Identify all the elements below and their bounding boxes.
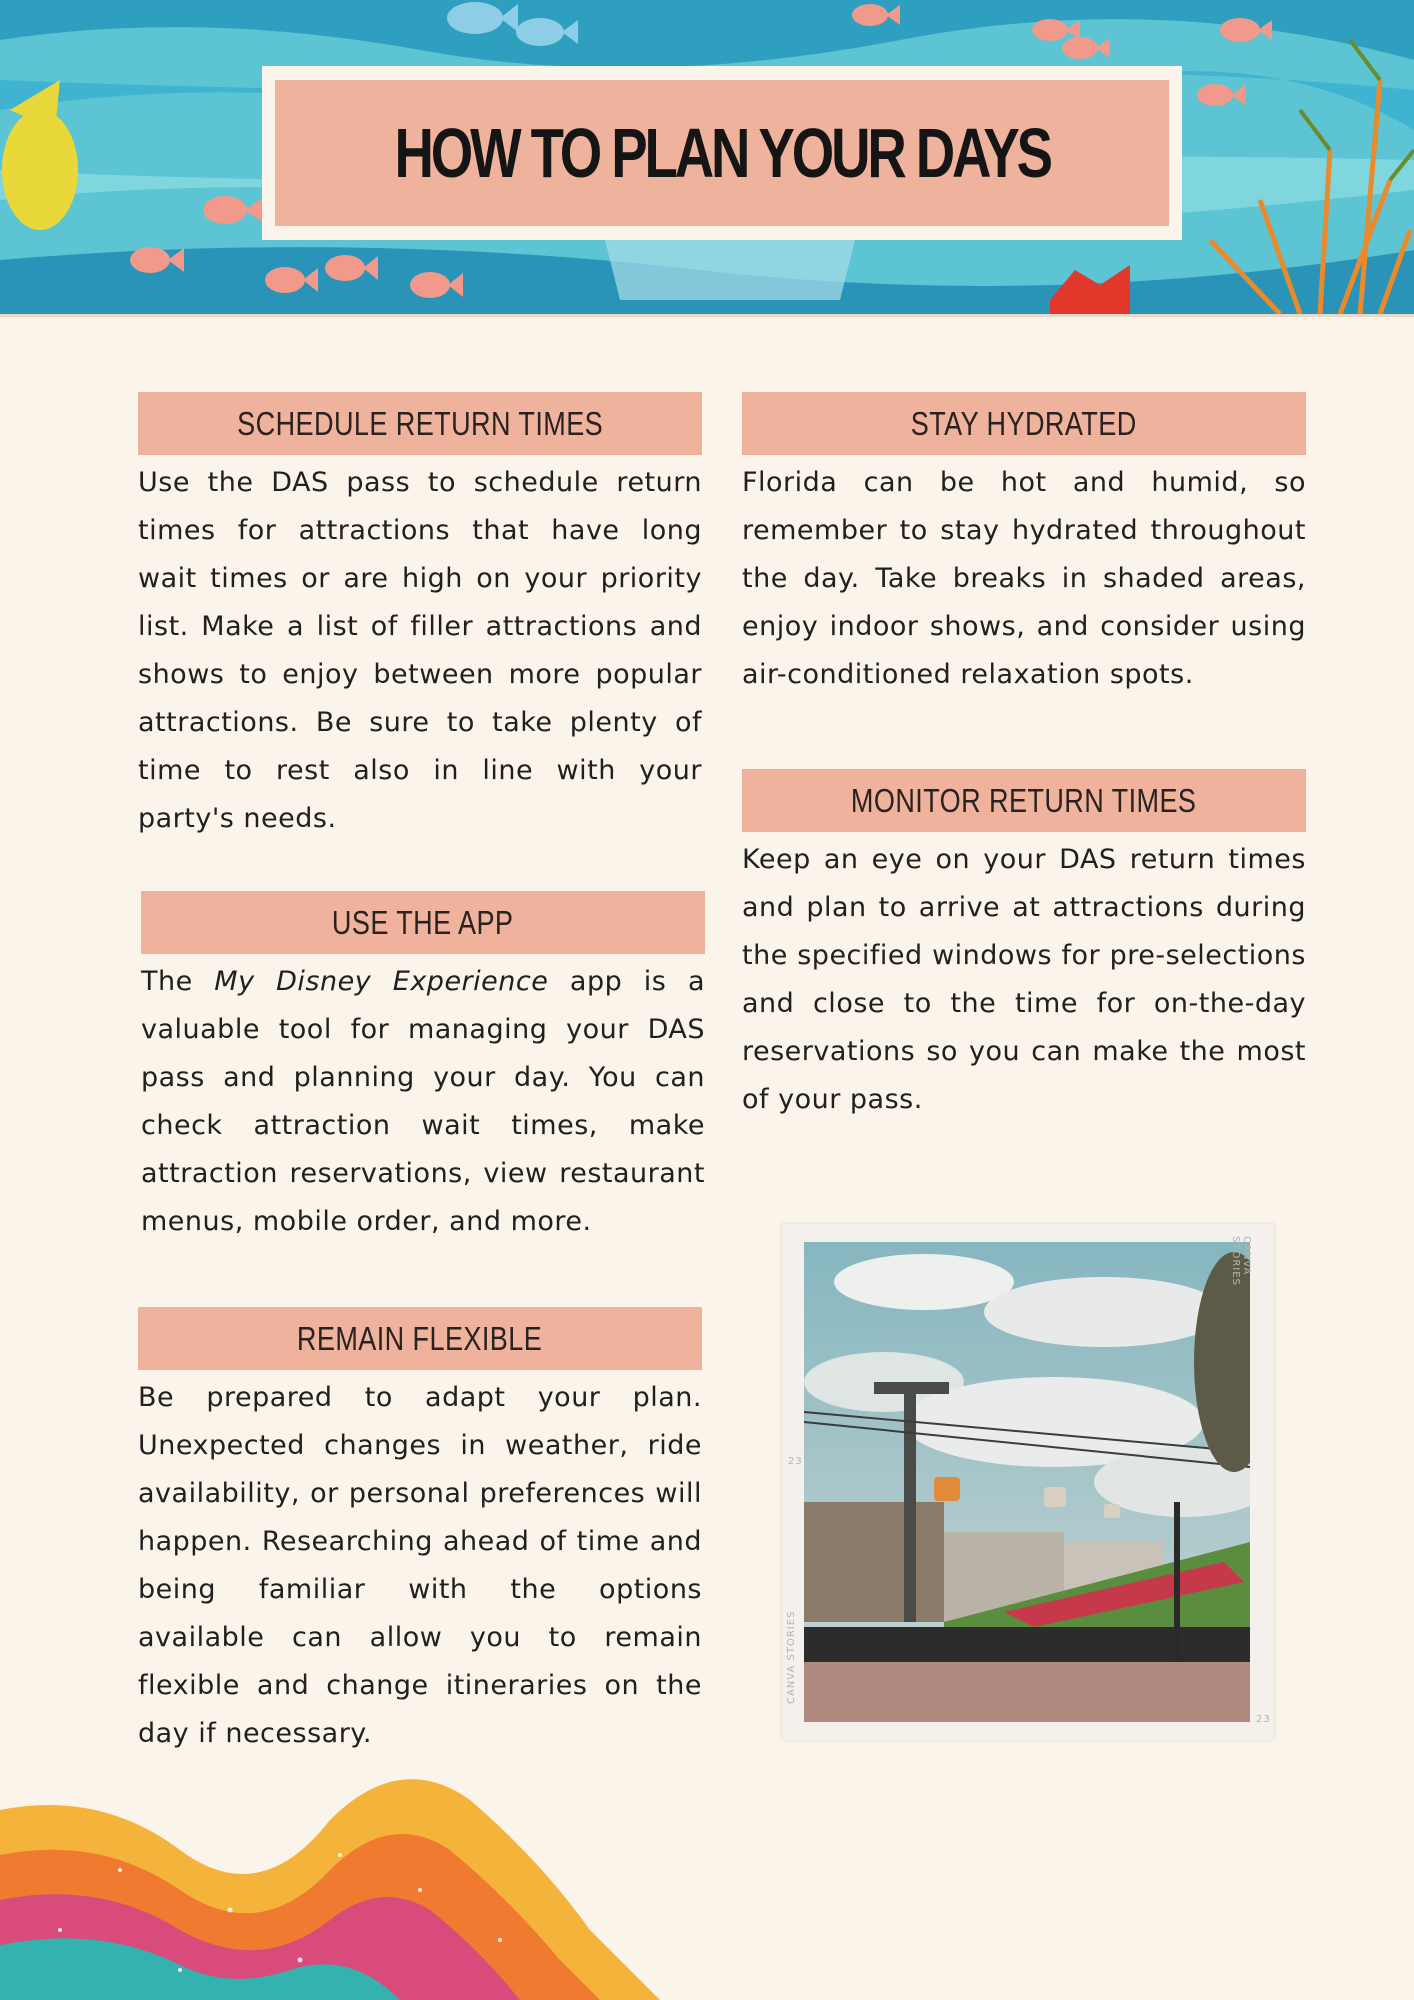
section-heading: STAY HYDRATED bbox=[911, 404, 1137, 442]
section-use-the-app bbox=[141, 891, 705, 1246]
section-body bbox=[141, 954, 705, 1246]
section-heading-bar bbox=[742, 392, 1306, 455]
page-title: HOW TO PLAN YOUR DAYS bbox=[394, 114, 1050, 192]
section-body: Be prepared to adapt your plan. Unexpected changes in weather, ride availability, or personal preferences will happen. Researching ahead of time and being familiar with the options available can allow you to remain flexible and change itineraries on the day if necessary. bbox=[138, 1382, 702, 1749]
photo-frame-mark: CANVA STORIES bbox=[786, 1610, 797, 1704]
body-text-start: The bbox=[141, 966, 215, 997]
body-text-end: app is a valuable tool for managing your DAS pass and planning your day. You can check attraction wait times, make attraction reservations, view restaurant menus, mobile order, and more. bbox=[141, 966, 705, 1237]
header-banner bbox=[0, 0, 1414, 317]
section-body: Florida can be hot and humid, so remember to stay hydrated throughout the day. Take breaks in shaded areas, enjoy indoor shows, and consider using air-conditioned relaxation spots. bbox=[742, 467, 1306, 690]
section-monitor-return-times bbox=[742, 769, 1306, 1124]
app-name-emphasis: My Disney Experience bbox=[214, 966, 549, 997]
section-heading-bar bbox=[138, 1307, 702, 1370]
section-heading: REMAIN FLEXIBLE bbox=[297, 1319, 543, 1357]
photo-frame-mark: CANVA STORIES bbox=[1230, 1236, 1252, 1286]
photo-frame-number: 23 bbox=[1256, 1714, 1271, 1725]
title-box bbox=[275, 80, 1169, 226]
photo-frame bbox=[782, 1224, 1274, 1740]
section-heading: USE THE APP bbox=[332, 903, 514, 941]
rainbow-wave-decoration bbox=[0, 1760, 700, 2000]
section-heading-bar bbox=[138, 392, 702, 455]
section-heading: MONITOR RETURN TIMES bbox=[851, 781, 1197, 819]
section-body: Use the DAS pass to schedule return times for attractions that have long wait times or are high on your priority list. Make a list of filler attractions and shows to enjoy between more popular attractions. Be sure to take plenty of time to rest also in line with your party's needs. bbox=[138, 467, 702, 834]
section-heading-bar bbox=[742, 769, 1306, 832]
skyliner-photo bbox=[804, 1242, 1250, 1722]
title-frame bbox=[262, 66, 1182, 240]
section-heading: SCHEDULE RETURN TIMES bbox=[237, 404, 603, 442]
section-heading-bar bbox=[141, 891, 705, 954]
photo-frame-number: 23 bbox=[788, 1456, 803, 1467]
section-remain-flexible bbox=[138, 1307, 702, 1758]
section-body: Keep an eye on your DAS return times and plan to arrive at attractions during the specified windows for pre-selections and close to the time for on-the-day reservations so you can make the most of your pass. bbox=[742, 844, 1306, 1115]
section-schedule-return-times bbox=[138, 392, 702, 843]
section-stay-hydrated bbox=[742, 392, 1306, 699]
